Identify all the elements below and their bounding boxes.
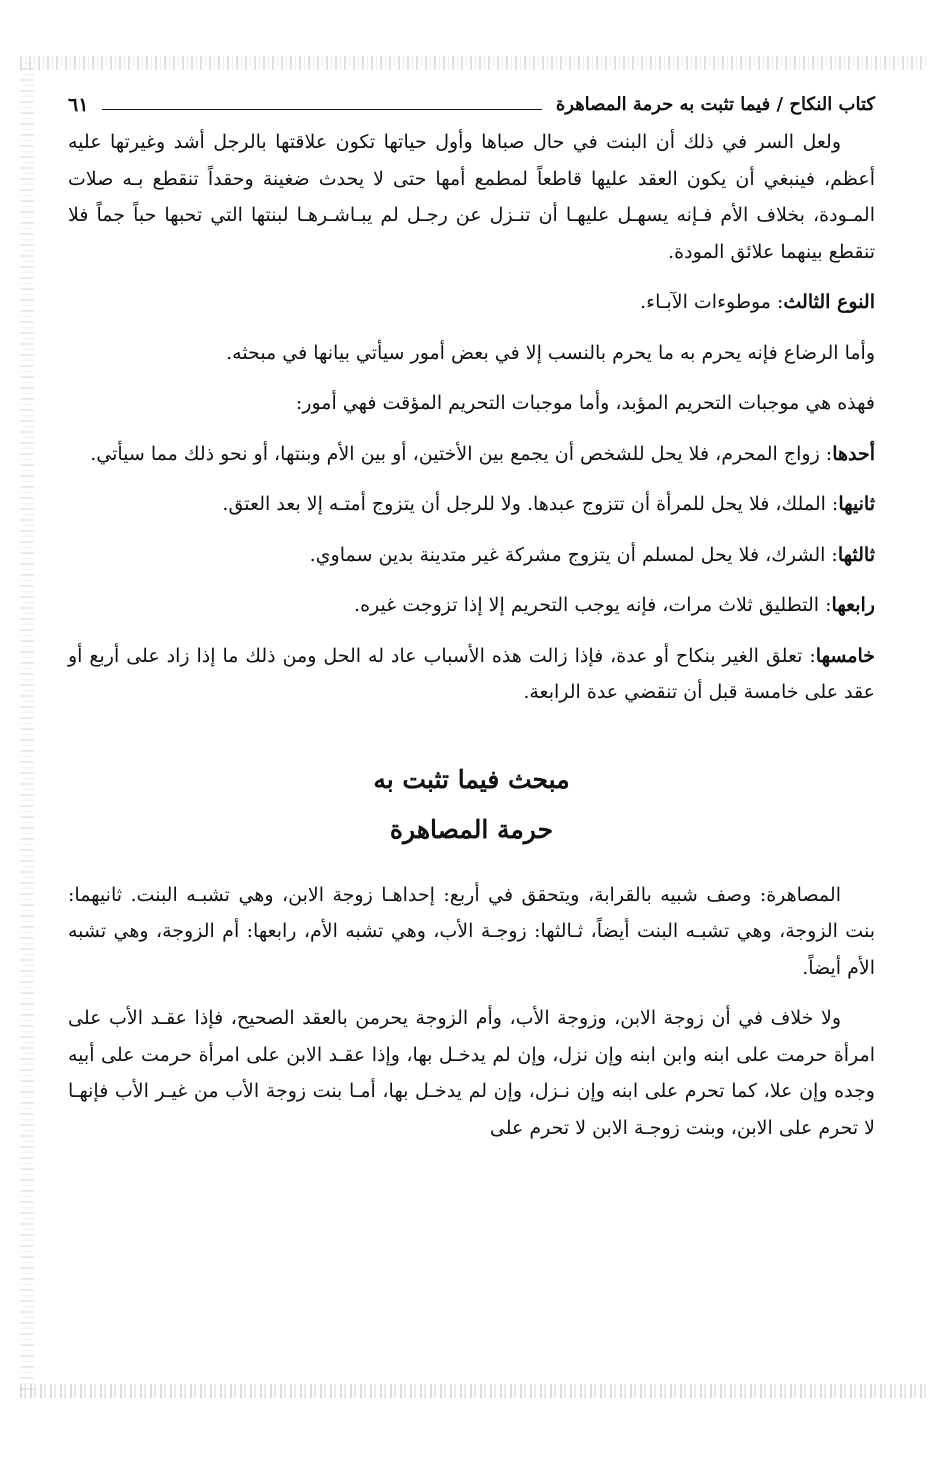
section-title-line-2: حرمة المصاهرة bbox=[389, 814, 554, 844]
paragraph-second bbox=[68, 486, 875, 523]
paragraph-nursing: وأما الرضاع فإنه يحرم به ما يحرم بالنسب إلا في بعض أمور سيأتي بيانها في مبحثه. bbox=[226, 341, 875, 364]
paragraph-text: : التطليق ثلاث مرات، فإنه يوجب التحريم إلا إذا تزوجت غيره. bbox=[354, 594, 832, 616]
running-title: كتاب النكاح / فيما تثبت به حرمة المصاهرة bbox=[555, 93, 875, 115]
paragraph-text: : تعلق الغير بنكاح أو عدة، فإذا زالت هذه الأسباب عاد له الحل ومن ذلك ما إذا زاد على أربع أو عقد على خامسة قبل أن تنقضي عدة الرابعة. bbox=[68, 644, 875, 703]
paragraph-fifth bbox=[68, 638, 875, 711]
page-number: ٦١ bbox=[68, 93, 89, 116]
paragraph-third bbox=[68, 537, 875, 574]
paragraph-text: : الملك، فلا يحل للمرأة أن تتزوج عبدها. ولا للرجل أن يتزوج أمتـه إلا بعد العتق. bbox=[222, 493, 839, 515]
paragraph-temporary-intro: فهذه هي موجبات التحريم المؤبد، وأما موجبات التحريم المؤقت فهي أمور: bbox=[295, 392, 875, 414]
scan-noise-left bbox=[20, 60, 34, 1390]
scan-noise-bottom bbox=[20, 1384, 928, 1398]
paragraph-text: : زواج المحرم، فلا يحل للشخص أن يجمع بين الأختين، أو بين الأم وبنتها، أو نحو ذلك مما سيأتي. bbox=[90, 442, 833, 465]
paragraph-label: رابعها bbox=[831, 594, 875, 616]
scan-noise-top bbox=[20, 56, 928, 70]
section-title-line-1: مبحث فيما تثبت به bbox=[373, 764, 570, 794]
paragraph-no-dispute: ولا خلاف في أن زوجة الابن، وزوجة الأب، وأم الزوجة يحرمن بالعقد الصحيح، فإذا عقـد الأب على امرأة حرمت على ابنه وابن ابنه وإن نزل، وإن لم يدخـل بها، وإذا عقـد الابن على امرأة حرمت على أبيه وجده وإن علا، كما تحرم على ابنه وإن نـزل، وإن لم يدخـل بها، أمـا بنت زوجة الأب من غيـر الأب فإنهـا لا تحرم على الابن، وبنت زوجـة الابن لا تحرم على bbox=[68, 1007, 875, 1139]
paragraph-definition: المصاهرة: وصف شبيه بالقرابة، ويتحقق في أربع: إحداهـا زوجة الابن، وهي تشبـه البنت. ثانيهما: بنت الزوجة، وهي تشبـه البنت أيضاً، ثـالثها: زوجـة الأب، وهي تشبه الأم، رابعها: أم الزوجة، وهي تشبه الأم أيضاً. bbox=[68, 883, 875, 979]
paragraph-label: النوع الثالث bbox=[783, 291, 875, 313]
running-header bbox=[68, 88, 875, 122]
paragraph-first bbox=[68, 436, 875, 473]
header-rule bbox=[102, 109, 541, 110]
paragraph-text: : موطوءات الآبـاء. bbox=[640, 291, 784, 313]
paragraph-label: ثانيها bbox=[838, 493, 875, 515]
paragraph-label: خامسها bbox=[815, 644, 875, 667]
paragraph-third-type bbox=[68, 284, 875, 321]
paragraph-label: ثالثها bbox=[837, 543, 875, 566]
paragraph-label: أحدها bbox=[832, 442, 875, 465]
page-content bbox=[68, 88, 875, 1160]
paragraph-reason: ولعل السر في ذلك أن البنت في حال صباها وأول حياتها تكون علاقتها بالرجل أشد وغيرتها عليه أعظم، فينبغي أن يكون العقد عليها قاطعاً لمطمع أمها حتى لا يحدث ضغينة وحقداً تنقطع بـه صلات المـودة، بخلاف الأم فـإنه يسهـل عليهـا أن تنـزل عن رجـل لم يبـاشـرهـا لبنتها التي تحبها حباً جماً فلا تنقطع بينهما علائق المودة. bbox=[68, 131, 875, 263]
paragraph-text: : الشرك، فلا يحل لمسلم أن يتزوج مشركة غير متدينة بدين سماوي. bbox=[309, 543, 838, 566]
paragraph-fourth bbox=[68, 587, 875, 624]
section-heading bbox=[68, 755, 875, 855]
